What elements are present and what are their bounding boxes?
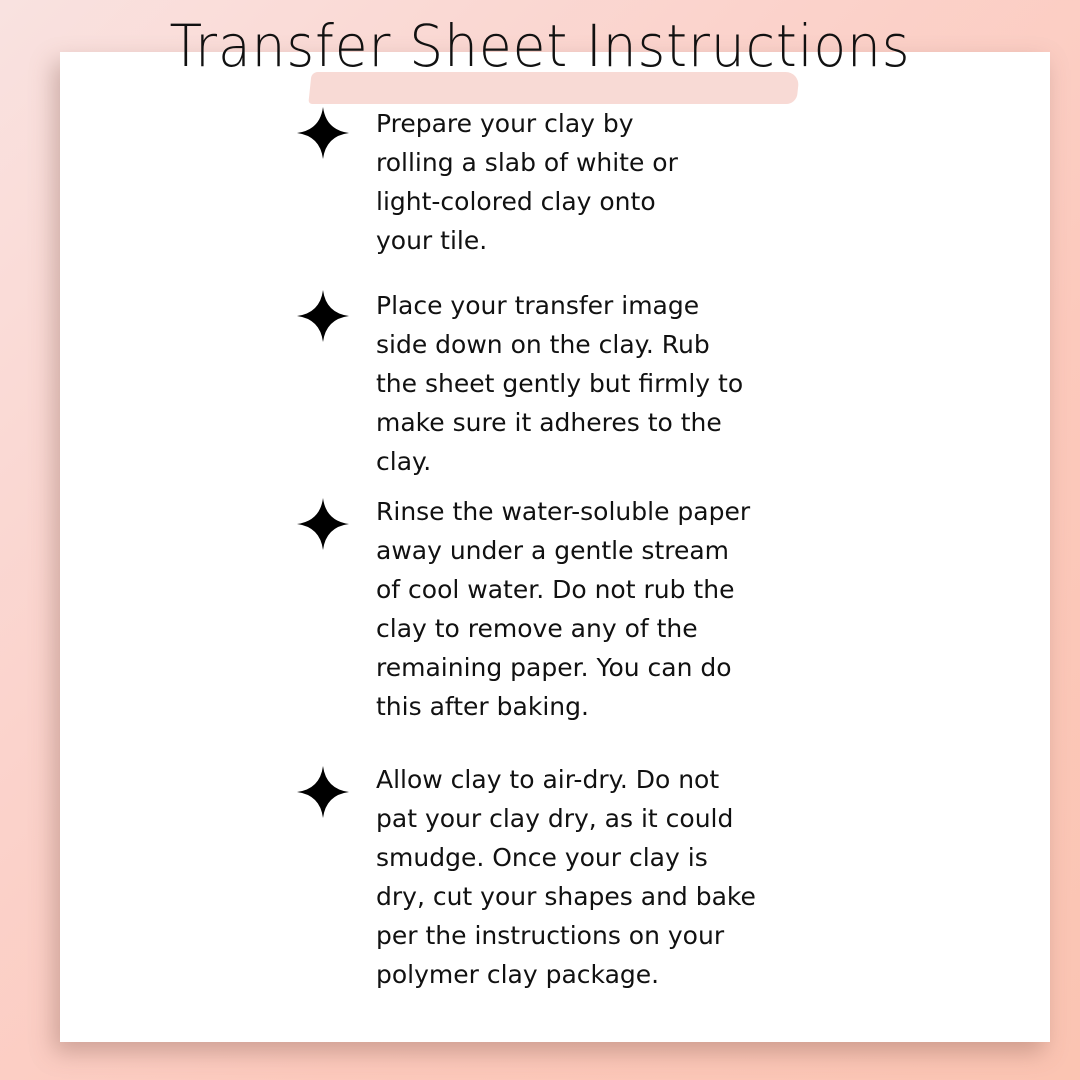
step-4-line-4: dry, cut your shapes and bake (376, 882, 756, 911)
step-4-text (376, 760, 816, 994)
step-4-line-1: Allow clay to air-dry. Do not (376, 765, 720, 794)
step-3-line-5: remaining paper. You can do (376, 653, 732, 682)
step-3-line-2: away under a gentle stream (376, 536, 730, 565)
step-2-line-2: side down on the clay. Rub (376, 330, 710, 359)
four-point-star-icon (296, 765, 350, 819)
step-2-line-1: Place your transfer image (376, 291, 700, 320)
step-1-text (376, 104, 816, 260)
step-3-line-6: this after baking. (376, 692, 589, 721)
step-3-line-4: clay to remove any of the (376, 614, 698, 643)
step-1-line-2: rolling a slab of white or (376, 148, 678, 177)
four-point-star-icon (296, 289, 350, 343)
four-point-star-icon (296, 497, 350, 551)
step-3-text (376, 492, 816, 726)
step-4-line-2: pat your clay dry, as it could (376, 804, 734, 833)
step-1-line-4: your tile. (376, 226, 488, 255)
page-title: Transfer Sheet Instructions (169, 12, 911, 80)
step-2-line-4: make sure it adheres to the (376, 408, 722, 437)
step-2-line-5: clay. (376, 447, 432, 476)
step-2-line-3: the sheet gently but firmly to (376, 369, 744, 398)
step-3-line-1: Rinse the water-soluble paper (376, 497, 751, 526)
step-4-line-5: per the instructions on your (376, 921, 725, 950)
step-4-line-6: polymer clay package. (376, 960, 660, 989)
step-1-line-3: light-colored clay onto (376, 187, 656, 216)
step-4-line-3: smudge. Once your clay is (376, 843, 708, 872)
step-3-line-3: of cool water. Do not rub the (376, 575, 735, 604)
step-2-text (376, 286, 816, 481)
four-point-star-icon (296, 106, 350, 160)
step-1-line-1: Prepare your clay by (376, 109, 634, 138)
